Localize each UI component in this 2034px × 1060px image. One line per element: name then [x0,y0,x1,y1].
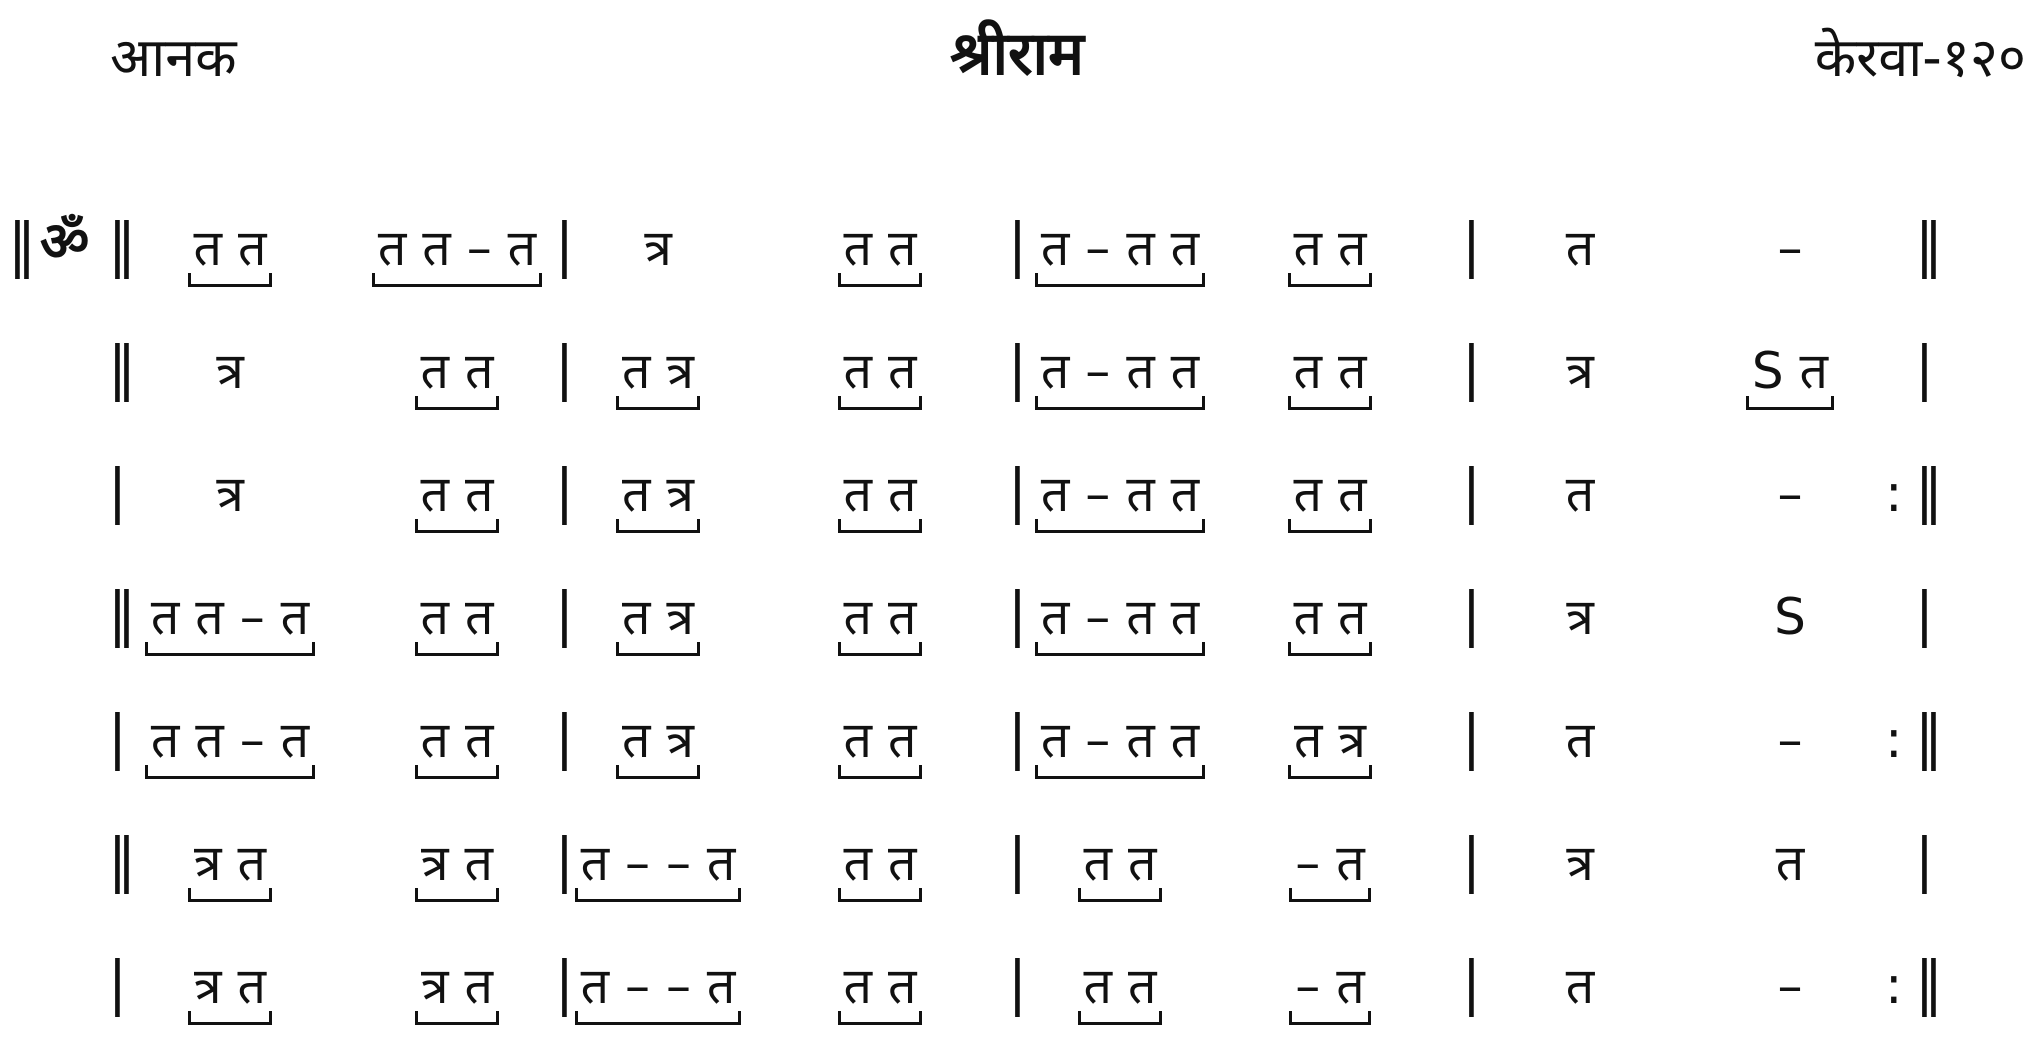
double-bar: ‖ [1915,211,1943,280]
beat-cell [1670,569,1910,679]
double-bar: ‖ [108,580,136,649]
single-bar: | [555,826,574,895]
beat-group [760,323,1000,433]
om-symbol: ॐ [40,210,90,273]
beat-group [538,815,778,925]
syllable-text: – [1777,711,1803,769]
syllable-text: त त [415,458,500,533]
single-bar: | [1008,334,1027,403]
syllable-text: त – त त [1035,704,1205,779]
beat-group [110,938,350,1048]
beat-group [110,815,350,925]
syllable-text: त – त त [1035,458,1205,533]
syllable-text: त्र [216,342,244,400]
single-bar: | [1008,580,1027,649]
syllable-text: त त्र [1288,704,1372,779]
beat-group [538,446,778,556]
syllable-text: त [1565,711,1595,769]
syllable-text: त – त त [1035,335,1205,410]
beat-group [1210,692,1450,802]
beat-group [1210,200,1450,310]
beat-cell [110,323,350,433]
beat-group [538,938,778,1048]
syllable-text: त्र [1566,588,1594,646]
syllable-text: त त – त [372,212,542,287]
beat-cell [1670,938,1910,1048]
single-bar: | [1008,703,1027,772]
syllable-text: त त – त [145,581,315,656]
beat-group [760,692,1000,802]
syllable-text: त – त त [1035,212,1205,287]
beat-cell [1670,446,1910,556]
syllable-text: – [1777,219,1803,277]
single-bar: | [1008,826,1027,895]
beat-group [1000,200,1240,310]
beat-group [538,692,778,802]
beat-group [110,200,350,310]
syllable-text: – [1777,957,1803,1015]
beat-cell [1460,200,1700,310]
single-bar: | [1462,703,1481,772]
notation-row [0,200,2034,310]
syllable-text: त त [415,581,500,656]
syllable-text: त [1775,834,1805,892]
syllable-text: त त [838,458,923,533]
beat-cell [1460,815,1700,925]
syllable-text: – [1777,465,1803,523]
notation-row [0,323,2034,433]
notation-row [0,446,2034,556]
notation-row [0,815,2034,925]
beat-group [760,446,1000,556]
single-bar: | [108,703,127,772]
single-bar: | [1462,826,1481,895]
syllable-text: त्र [644,219,672,277]
syllable-text: त्र त [415,950,499,1025]
syllable-text: त त [838,335,923,410]
header-center-title: श्रीराम [950,19,1084,89]
syllable-text: त त्र [616,581,700,656]
syllable-text: त त [838,950,923,1025]
beat-group [1000,938,1240,1048]
syllable-text: त – त त [1035,581,1205,656]
beat-group [1000,692,1240,802]
single-bar: | [555,949,574,1018]
syllable-text: त [1565,957,1595,1015]
beat-group [1210,815,1450,925]
beat-cell [1670,692,1910,802]
syllable-text: त्र त [188,827,272,902]
syllable-text: S [1774,588,1806,646]
double-bar: ‖ [1915,457,1943,526]
beat-group [110,569,350,679]
beat-cell [1460,446,1700,556]
header-right-title: केरवा-१२० [1814,26,2026,89]
syllable-text: त त [1288,212,1373,287]
beat-group [1000,815,1240,925]
syllable-text: त त [1078,827,1163,902]
single-bar: | [1915,580,1934,649]
beat-group [1000,323,1240,433]
double-bar: ‖ [108,334,136,403]
beat-group [1670,323,1910,433]
single-bar: | [555,703,574,772]
beat-cell [538,200,778,310]
single-bar: | [1462,334,1481,403]
beat-group [1210,446,1450,556]
beat-cell [1460,692,1700,802]
single-bar: | [1008,457,1027,526]
syllable-text: त त [1288,581,1373,656]
syllable-text: त त्र [616,704,700,779]
single-bar: | [1008,211,1027,280]
syllable-text: – त [1289,827,1370,902]
notation-row [0,569,2034,679]
syllable-text: त त [838,212,923,287]
syllable-text: त त्र [616,335,700,410]
double-bar: ‖ [1915,949,1943,1018]
single-bar: | [1915,826,1934,895]
single-bar: | [108,949,127,1018]
beat-group [1000,569,1240,679]
beat-cell [1460,938,1700,1048]
syllable-text: त त [838,827,923,902]
single-bar: | [1462,580,1481,649]
repeat-dots: : [1885,464,1903,524]
repeat-dots: : [1885,956,1903,1016]
beat-cell [1460,569,1700,679]
syllable-text: त्र [1566,342,1594,400]
syllable-text: त्र [1566,834,1594,892]
single-bar: | [555,580,574,649]
beat-group [1210,938,1450,1048]
double-bar: ‖ [108,211,136,280]
syllable-text: त – – त [575,827,742,902]
beat-group [1000,446,1240,556]
single-bar: | [1915,334,1934,403]
notation-row [0,692,2034,802]
syllable-text: त [1565,219,1595,277]
beat-group [1210,323,1450,433]
syllable-text: त त [188,212,273,287]
single-bar: | [555,334,574,403]
notation-row [0,938,2034,1048]
double-bar: ‖ [1915,703,1943,772]
beat-group [1210,569,1450,679]
single-bar: | [1462,457,1481,526]
syllable-text: त – – त [575,950,742,1025]
beat-cell [1460,323,1700,433]
single-bar: | [1462,211,1481,280]
single-bar: | [555,457,574,526]
single-bar: | [1462,949,1481,1018]
syllable-text: त त [838,704,923,779]
syllable-text: त्र त [415,827,499,902]
header-left-title: आनक [110,26,237,89]
beat-cell [1670,815,1910,925]
syllable-text: S त [1746,335,1834,410]
repeat-dots: : [1885,710,1903,770]
single-bar: | [555,211,574,280]
syllable-text: त्र त [188,950,272,1025]
double-bar: ‖ [108,826,136,895]
beat-group [538,323,778,433]
beat-cell [110,446,350,556]
double-bar: ‖ [8,211,36,280]
single-bar: | [1008,949,1027,1018]
syllable-text: त त [415,335,500,410]
beat-cell [1670,200,1910,310]
syllable-text: त त [1078,950,1163,1025]
beat-group [760,569,1000,679]
syllable-text: त त [1288,458,1373,533]
syllable-text: त त [415,704,500,779]
beat-group [760,938,1000,1048]
syllable-text: – त [1289,950,1370,1025]
beat-group [760,200,1000,310]
beat-group [538,569,778,679]
beat-group [760,815,1000,925]
syllable-text: त त – त [145,704,315,779]
syllable-text: त्र [216,465,244,523]
beat-group [110,692,350,802]
syllable-text: त त [838,581,923,656]
syllable-text: त त [1288,335,1373,410]
syllable-text: त [1565,465,1595,523]
single-bar: | [108,457,127,526]
syllable-text: त त्र [616,458,700,533]
